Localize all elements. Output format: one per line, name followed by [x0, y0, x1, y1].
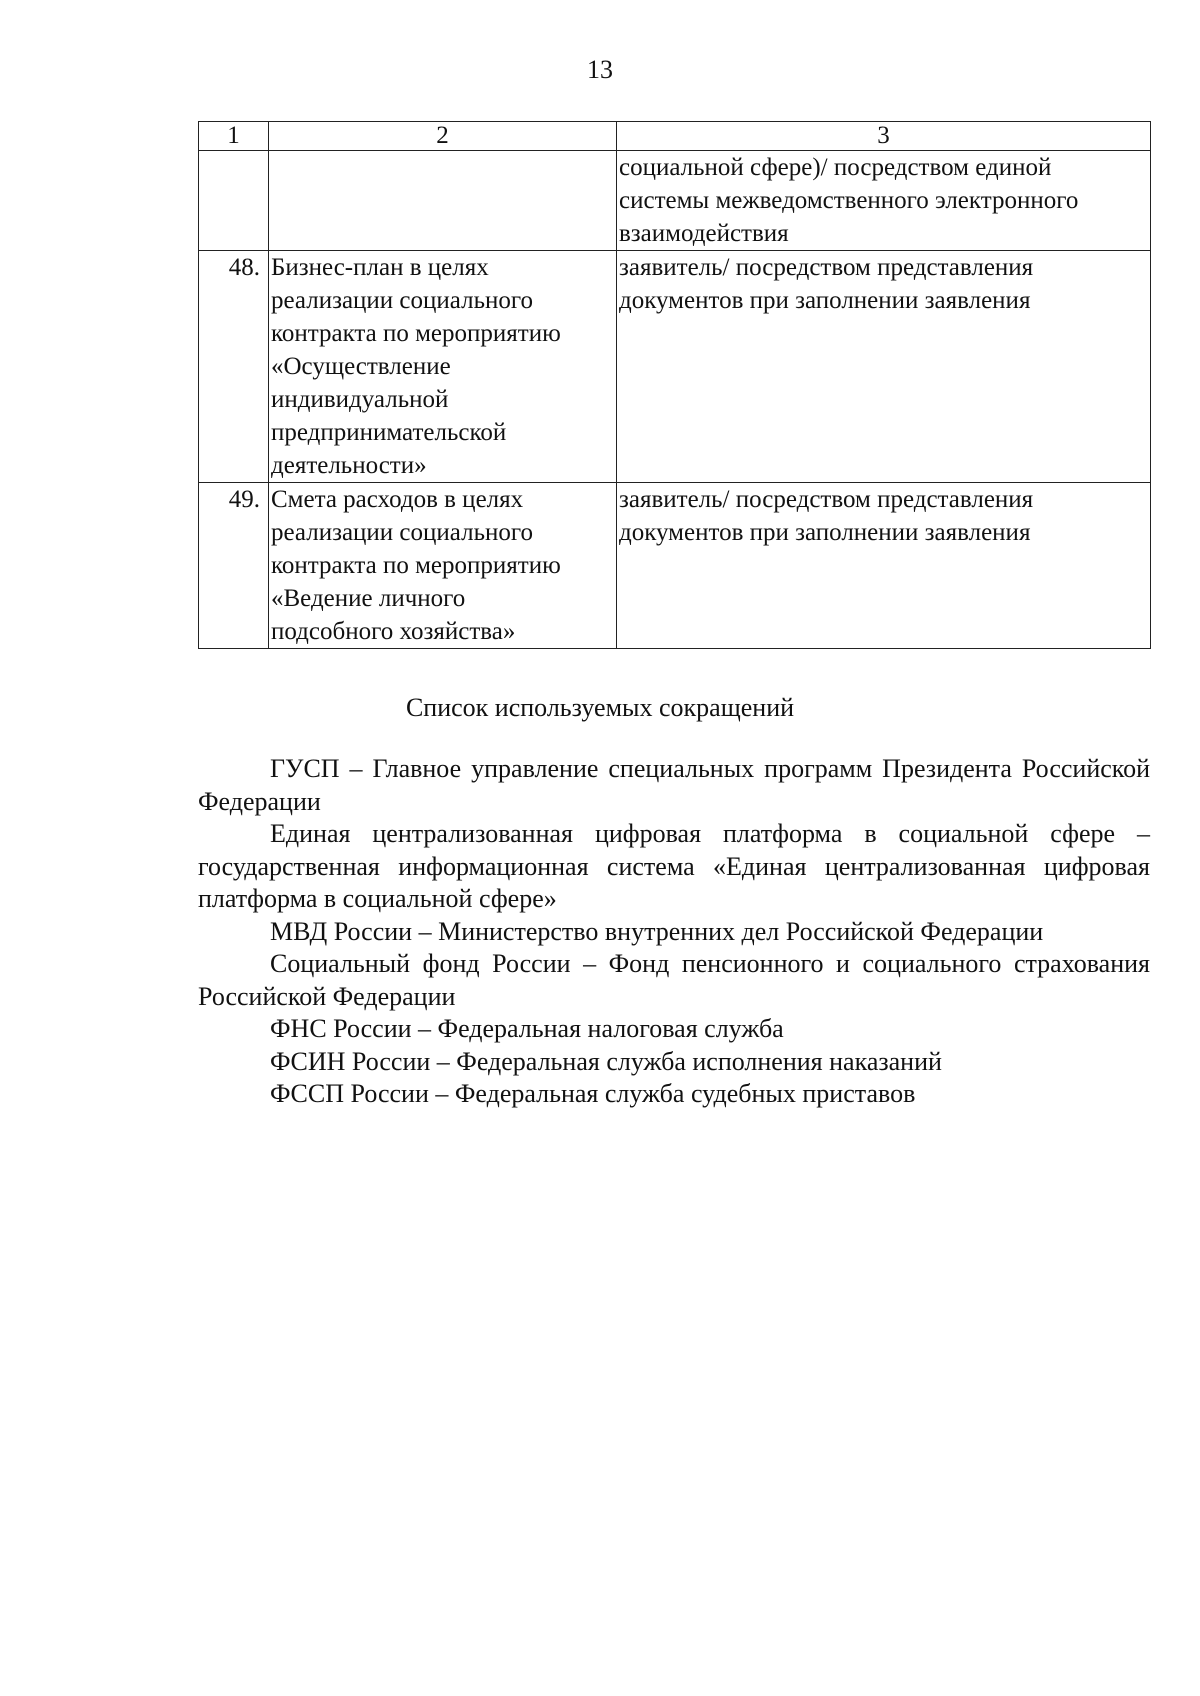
table-header-row — [199, 122, 1151, 151]
table-row — [199, 151, 1151, 251]
source-cell: заявитель/ посредством представления документов при заполнении заявления — [617, 483, 1151, 649]
table-header-cell: 2 — [269, 122, 617, 151]
documents-table — [198, 121, 1151, 649]
table-row — [199, 251, 1151, 483]
row-number-cell — [199, 151, 269, 251]
table-header-cell: 1 — [199, 122, 269, 151]
page-number: 13 — [587, 55, 613, 84]
abbreviation-item: Социальный фонд России – Фонд пенсионного и социального страхования Российской Федерации — [198, 949, 1150, 1011]
document-name-cell: Смета расходов в целях реализации социального контракта по мероприятию «Ведение личного подсобного хозяйства» — [269, 483, 617, 649]
table-header-cell: 3 — [617, 122, 1151, 151]
document-name-cell — [269, 151, 617, 251]
row-number-cell: 48. — [199, 251, 269, 483]
abbreviations-list — [198, 753, 1150, 1111]
table-row — [199, 483, 1151, 649]
source-cell: заявитель/ посредством представления документов при заполнении заявления — [617, 251, 1151, 483]
abbreviation-item: Единая централизованная цифровая платформа в социальной сфере – государственная информационная система «Единая централизованная цифровая платформа в социальной сфере» — [198, 819, 1150, 913]
abbreviation-item: ФССП России – Федеральная служба судебных приставов — [270, 1079, 916, 1108]
abbreviations-title: Список используемых сокращений — [405, 693, 795, 722]
source-cell: социальной сфере)/ посредством единой системы межведомственного электронного взаимодействия — [617, 151, 1151, 251]
abbreviation-item: ГУСП – Главное управление специальных программ Президента Российской Федерации — [198, 754, 1150, 816]
abbreviation-item: ФСИН России – Федеральная служба исполнения наказаний — [270, 1046, 942, 1076]
abbreviation-item: МВД России – Министерство внутренних дел Российской Федерации — [270, 916, 1044, 946]
document-name-cell: Бизнес-план в целях реализации социального контракта по мероприятию «Осуществление индивидуальной предпринимательской деятельности» — [269, 251, 617, 483]
row-number-cell: 49. — [199, 483, 269, 649]
abbreviation-item: ФНС России – Федеральная налоговая служба — [270, 1014, 784, 1043]
